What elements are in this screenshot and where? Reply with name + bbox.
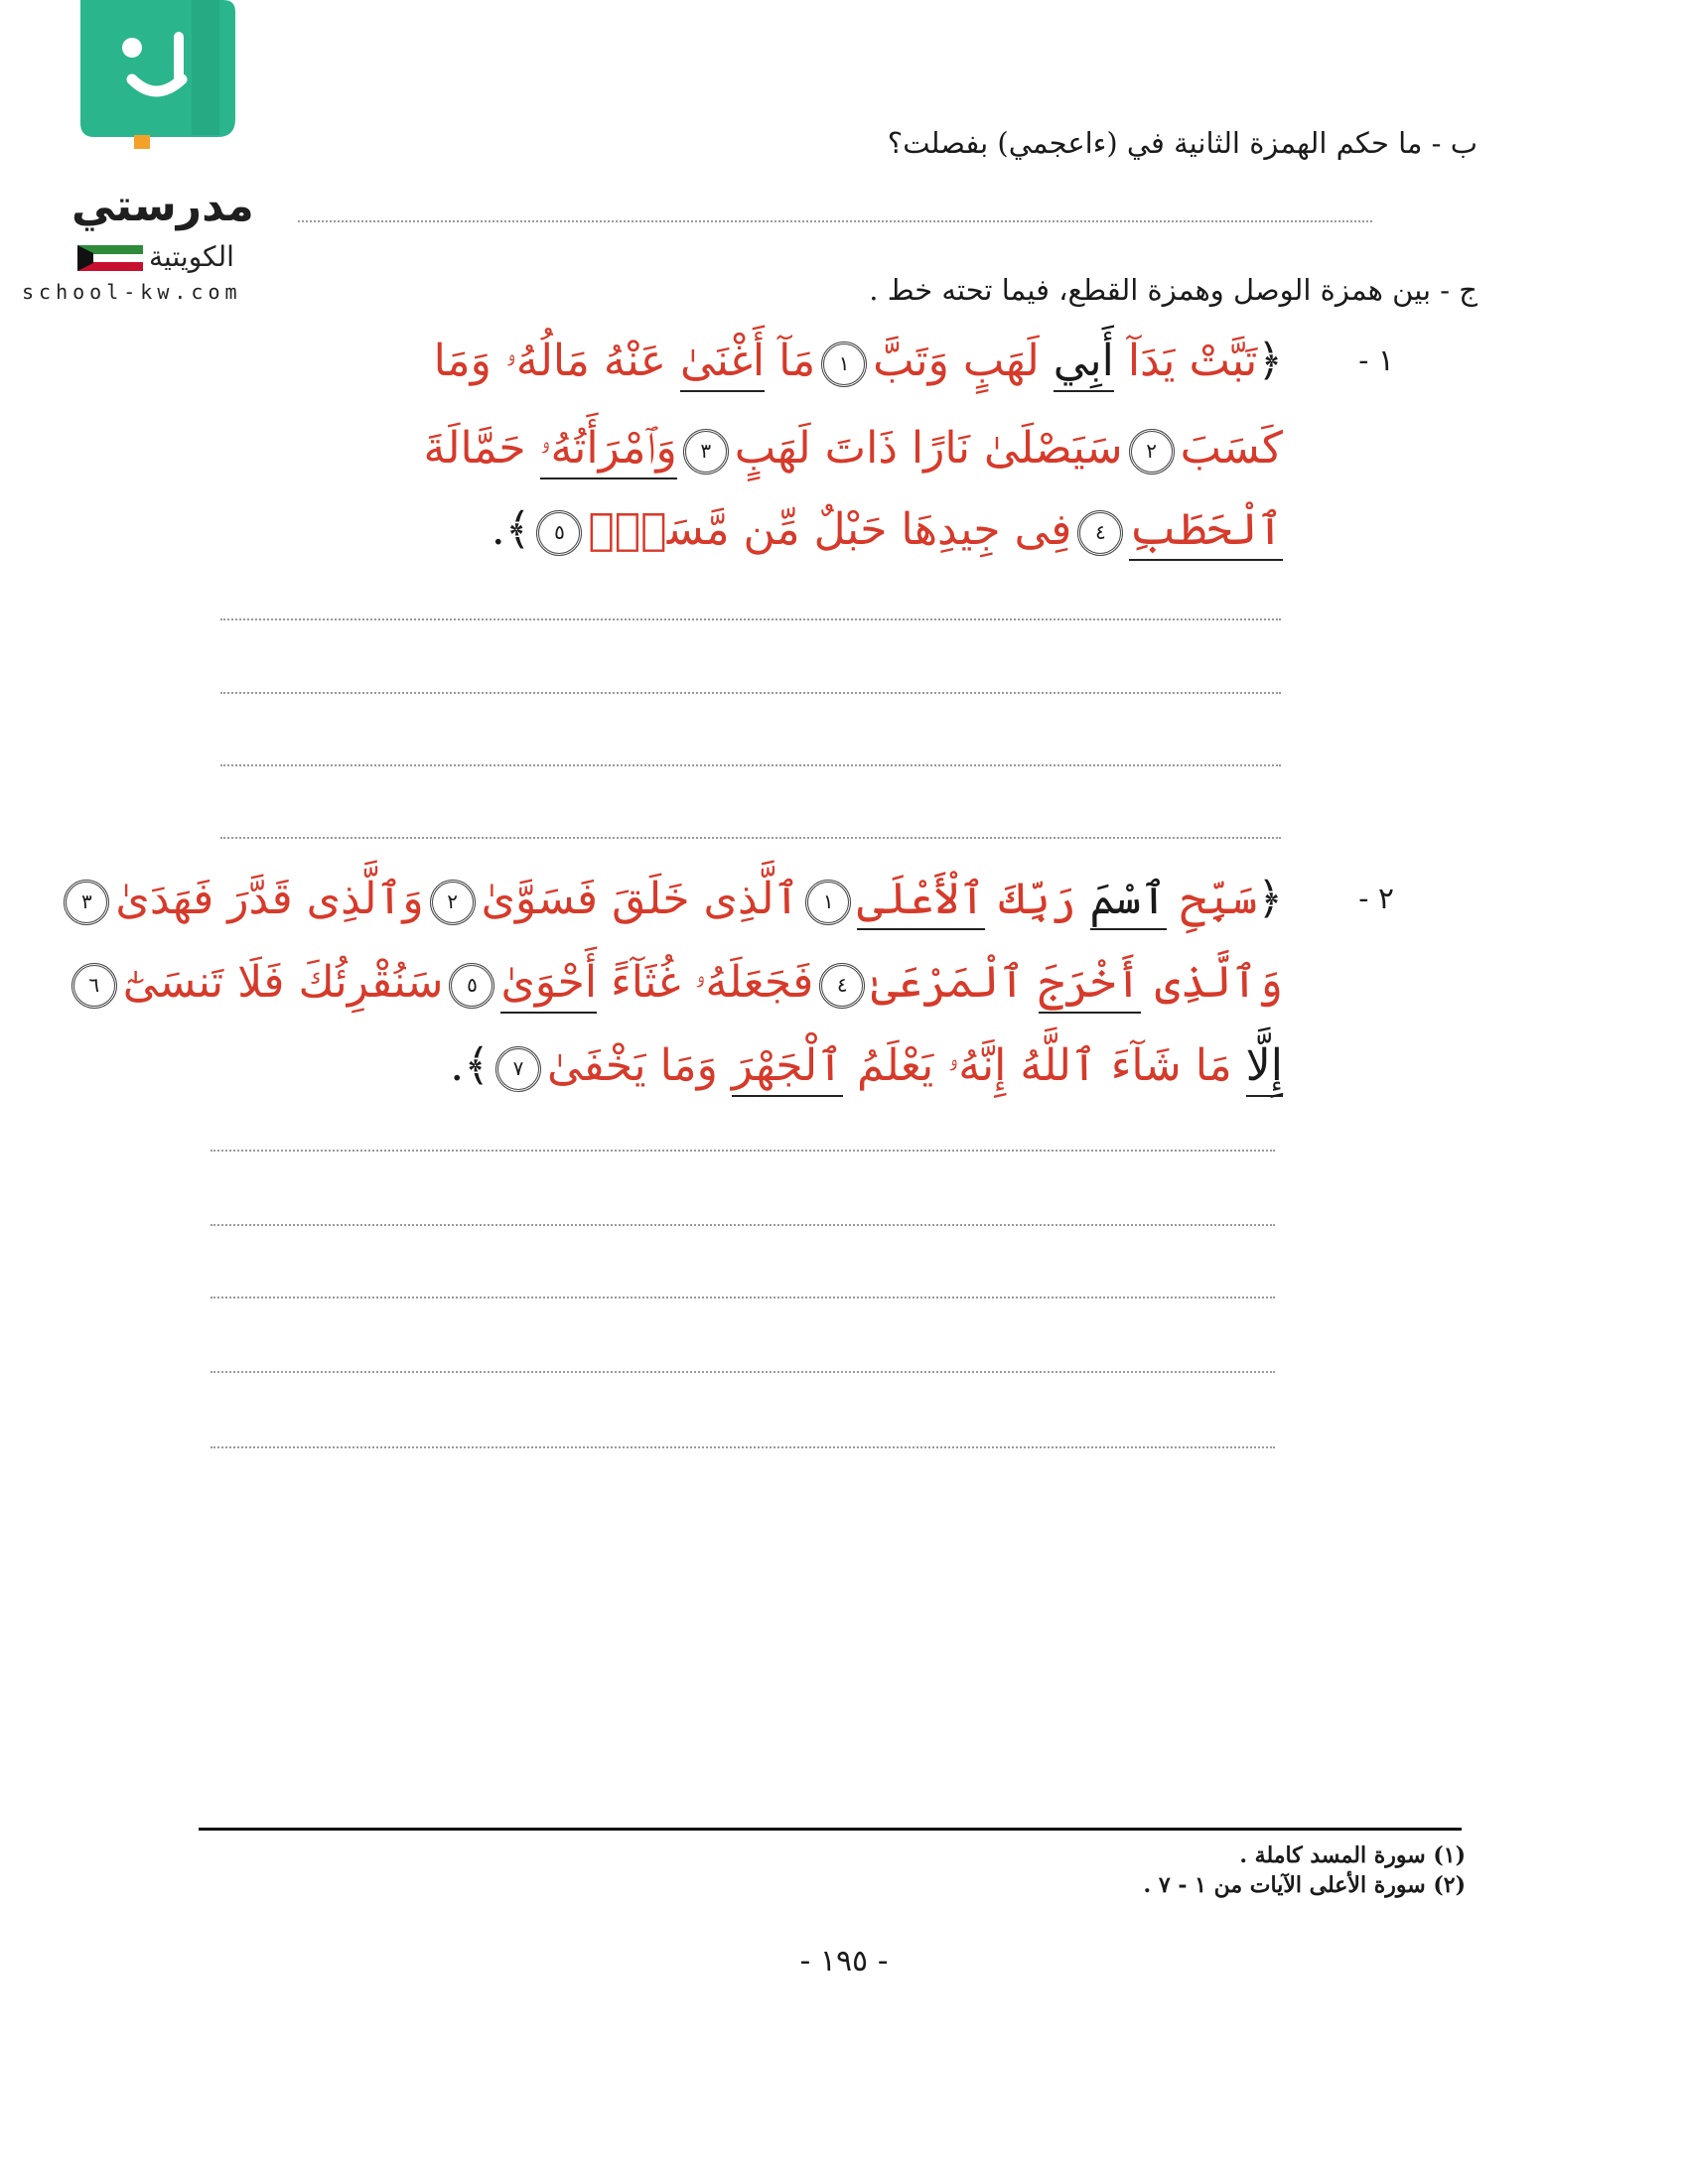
answer-line: [211, 1371, 1275, 1373]
answer-line: [298, 220, 1372, 222]
ayah-marker: ١: [805, 880, 851, 925]
item-2-number: ٢ -: [1358, 882, 1394, 916]
ayah-marker: ٣: [683, 429, 729, 475]
answer-line: [211, 1297, 1275, 1298]
question-j: ج - بين همزة الوصل وهمزة القطع، فيما تحته خط .: [869, 273, 1477, 307]
item-2-verse-line-1: ﴿سَبِّحِ ٱسْمَ رَبِّكَ ٱلْأَعْلَى١ٱلَّذِى خَلَقَ فَسَوَّىٰ٢وَٱلَّذِى قَدَّرَ فَهَدَىٰ٣: [58, 872, 1283, 927]
ayah-marker: ٥: [536, 510, 582, 556]
question-b: ب - ما حكم الهمزة الثانية في (ءاعجمي) بفصلت؟: [887, 126, 1477, 160]
ayah-marker: ٥: [449, 963, 494, 1009]
item-1-number: ١ -: [1358, 343, 1394, 378]
ayah-marker: ١: [821, 341, 867, 387]
ayah-marker: ٤: [1077, 510, 1123, 556]
item-1-verse-line-3: ٱلْحَطَبِ٤فِى جِيدِهَا حَبْلٌ مِّن مَّسَدٍۭ٥﴾.: [492, 502, 1283, 558]
book-logo-icon: [74, 0, 235, 149]
item-2-verse-line-2: وَٱلَّذِى أَخْرَجَ ٱلْمَرْعَىٰ٤فَجَعَلَهُۥ غُثَآءً أَحْوَىٰ٥سَنُقْرِئُكَ فَلَا تَنسَىٰٓ٦: [66, 955, 1283, 1011]
ayah-marker: ٤: [819, 963, 865, 1009]
ayah-marker: ٧: [495, 1046, 541, 1092]
answer-line: [220, 837, 1281, 839]
item-1-verse-line-2: كَسَبَ٢سَيَصْلَىٰ نَارًا ذَاتَ لَهَبٍ٣وَٱمْرَأَتُهُۥ حَمَّالَةَ: [423, 421, 1283, 477]
ayah-marker: ٢: [1129, 429, 1175, 475]
ayah-marker: ٢: [430, 880, 476, 925]
item-1-verse-line-1: ﴿تَبَّتْ يَدَآ أَبِي لَهَبٍ وَتَبَّ١مَآ أَغْنَىٰ عَنْهُ مَالُهُۥ وَمَا: [434, 334, 1283, 389]
footnote-2: (٢) سورة الأعلى الآيات من ١ - ٧ .: [1143, 1872, 1466, 1898]
ayah-marker: ٦: [71, 963, 117, 1009]
logo-url: school-kw.com: [22, 280, 242, 304]
ayah-marker: ٣: [64, 880, 109, 925]
answer-line: [211, 1446, 1275, 1448]
logo-title: مدرستي: [71, 181, 254, 231]
answer-line: [220, 764, 1281, 766]
kuwait-flag-icon: [77, 245, 143, 271]
answer-line: [220, 618, 1281, 620]
answer-line: [220, 692, 1281, 694]
page-number: - ١٩٥ -: [799, 1944, 889, 1979]
item-2-verse-line-3: إِلَّا مَا شَآءَ ٱللَّهُ إِنَّهُۥ يَعْلَمُ ٱلْجَهْرَ وَمَا يَخْفَىٰ٧﴾.: [450, 1038, 1283, 1094]
logo-subtitle: [77, 242, 296, 272]
footnote-rule: [199, 1828, 1462, 1831]
footnote-1: (١) سورة المسد كاملة .: [1239, 1843, 1466, 1868]
answer-line: [211, 1150, 1275, 1152]
school-logo: [22, 0, 310, 308]
answer-line: [211, 1224, 1275, 1226]
logo-country: الكويتية: [149, 240, 234, 273]
